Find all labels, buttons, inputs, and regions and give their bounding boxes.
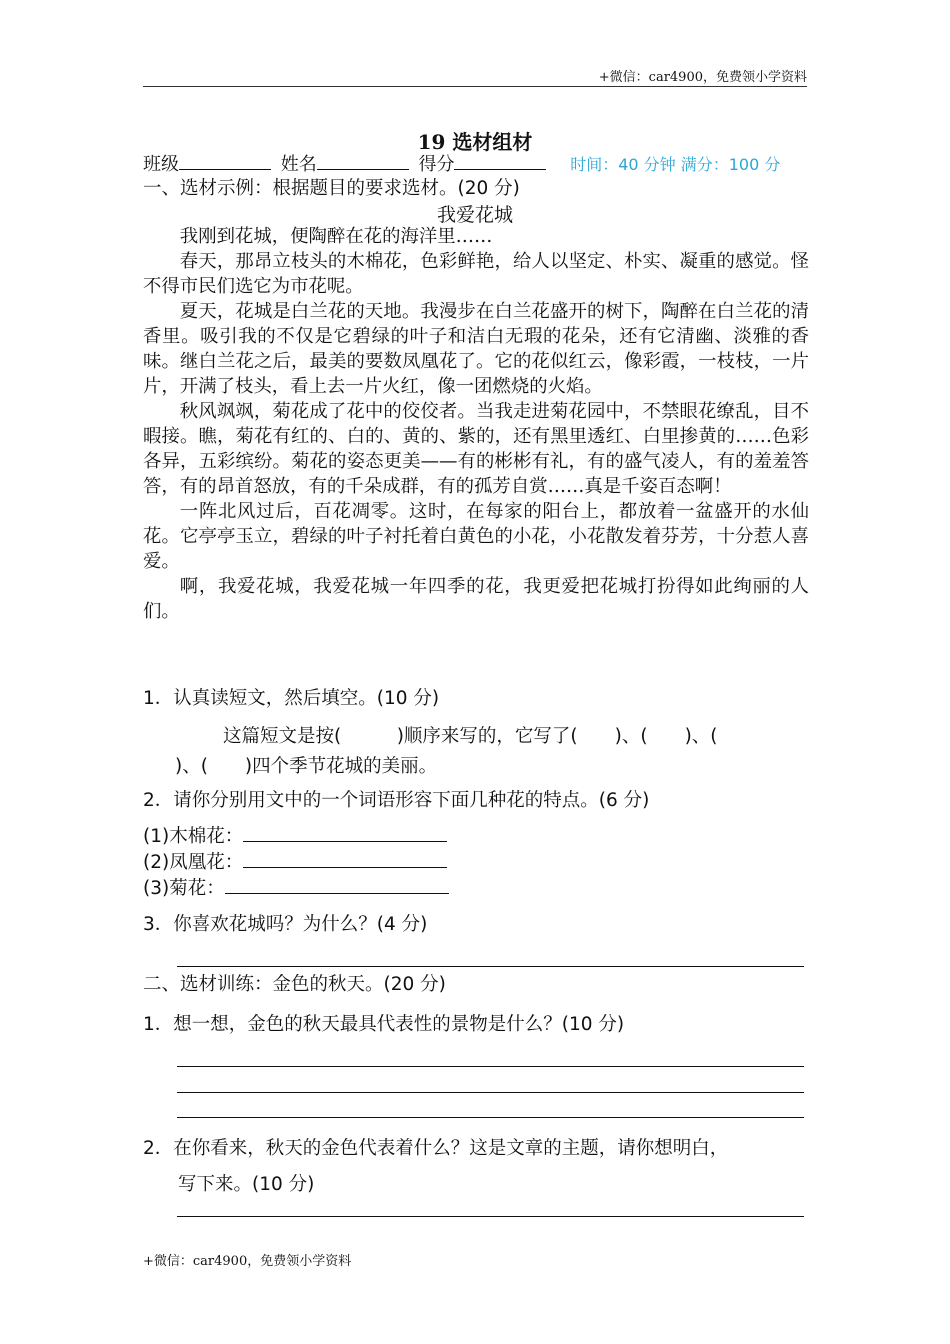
header-divider <box>143 86 807 87</box>
class-label: 班级 <box>143 154 179 175</box>
header-note: +微信：car4900，免费领小学资料 <box>598 70 807 85</box>
s1-q2-answer-line[interactable] <box>243 823 447 842</box>
s1-q2-prompt: 2．请你分别用文中的一个词语形容下面几种花的特点。(6 分) <box>143 790 650 811</box>
name-blank[interactable] <box>317 153 409 170</box>
passage-paragraph: 秋风飒飒，菊花成了花中的佼佼者。当我走进菊花园中，不禁眼花缭乱，目不暇接。瞧，菊花有红的、白的、黄的、紫的，还有黑里透红、白里掺黄的……色彩各异，五彩缤纷。菊花的姿态更美——有的彬彬有礼，有的盛气凌人，有的羞羞答答，有的昂首怒放，有的千朵成群，有的孤芳自赏……真是千姿百态啊！ <box>143 401 809 497</box>
s2-q2-prompt-line2: 写下来。(10 分) <box>178 1174 315 1195</box>
s1-q1-fill[interactable] <box>175 722 790 782</box>
passage-paragraph: 我刚到花城，便陶醉在花的海洋里…… <box>179 226 493 247</box>
s1-q2-item <box>143 822 447 848</box>
name-label: 姓名 <box>280 154 317 175</box>
passage-paragraph: 夏天，花城是白兰花的天地。我漫步在白兰花盛开的树下，陶醉在白兰花的清香里。吸引我的不仅是它碧绿的叶子和洁白无瑕的花朵，还有它清幽、淡雅的香味。继白兰花之后，最美的要数凤凰花了。它的花似红云，像彩霞，一枝枝，一片片，开满了枝头，看上去一片火红，像一团燃烧的火焰。 <box>143 301 809 397</box>
s1-q3-prompt: 3．你喜欢花城吗？为什么？(4 分) <box>143 914 428 935</box>
s1-q2-item-label: (2)凤凰花： <box>143 852 244 873</box>
s2-q2-answer-line[interactable] <box>177 1216 804 1217</box>
passage-paragraph: 一阵北风过后，百花凋零。这时，在每家的阳台上，都放着一盆盛开的水仙花。它亭亭玉立，碧绿的叶子衬托着白黄色的小花，小花散发着芬芳，十分惹人喜爱。 <box>143 501 809 572</box>
footer-note: +微信：car4900，免费领小学资料 <box>143 1254 352 1269</box>
score-label: 得分 <box>418 154 455 175</box>
s1-q3-answer-line[interactable] <box>177 966 804 967</box>
passage-paragraph: 啊，我爱花城，我爱花城一年四季的花，我更爱把花城打扮得如此绚丽的人们。 <box>143 576 809 622</box>
passage <box>143 224 809 624</box>
info-row <box>143 150 780 176</box>
s1-q1-fill-line2: )、( )四个季节花城的美丽。 <box>175 756 438 777</box>
s1-q2-item-label: (1)木棉花： <box>143 826 244 847</box>
s1-q2-answer-line[interactable] <box>225 875 449 894</box>
s2-q1-answer-line[interactable] <box>177 1092 804 1093</box>
section2-heading: 二、选材训练：金色的秋天。(20 分) <box>143 974 446 995</box>
s1-q1-fill-line1: 这篇短文是按( )顺序来写的，它写了( )、( )、( <box>223 726 718 747</box>
s1-q2-item-label: (3)菊花： <box>143 878 225 899</box>
passage-title: 我爱花城 <box>436 204 513 226</box>
passage-paragraph: 春天，那昂立枝头的木棉花，色彩鲜艳，给人以坚定、朴实、凝重的感觉。怪不得市民们选它为市花呢。 <box>143 251 809 297</box>
s1-q2-answer-line[interactable] <box>243 849 447 868</box>
s2-q1-answer-line[interactable] <box>177 1117 804 1118</box>
page-title: 19 选材组材 <box>417 130 533 154</box>
class-blank[interactable] <box>179 153 271 170</box>
time-info: 时间：40 分钟 满分：100 分 <box>570 155 781 174</box>
s2-q1-prompt: 1．想一想，金色的秋天最具代表性的景物是什么？(10 分) <box>143 1014 625 1035</box>
s2-q2-prompt-line1: 2．在你看来，秋天的金色代表着什么？这是文章的主题，请你想明白， <box>143 1138 729 1159</box>
score-blank[interactable] <box>454 153 546 170</box>
s1-q2-item <box>143 848 447 874</box>
section1-heading: 一、选材示例：根据题目的要求选材。(20 分) <box>143 178 520 199</box>
s1-q2-item <box>143 874 449 900</box>
s2-q1-answer-line[interactable] <box>177 1066 804 1067</box>
s1-q1-prompt: 1．认真读短文，然后填空。(10 分) <box>143 688 440 709</box>
